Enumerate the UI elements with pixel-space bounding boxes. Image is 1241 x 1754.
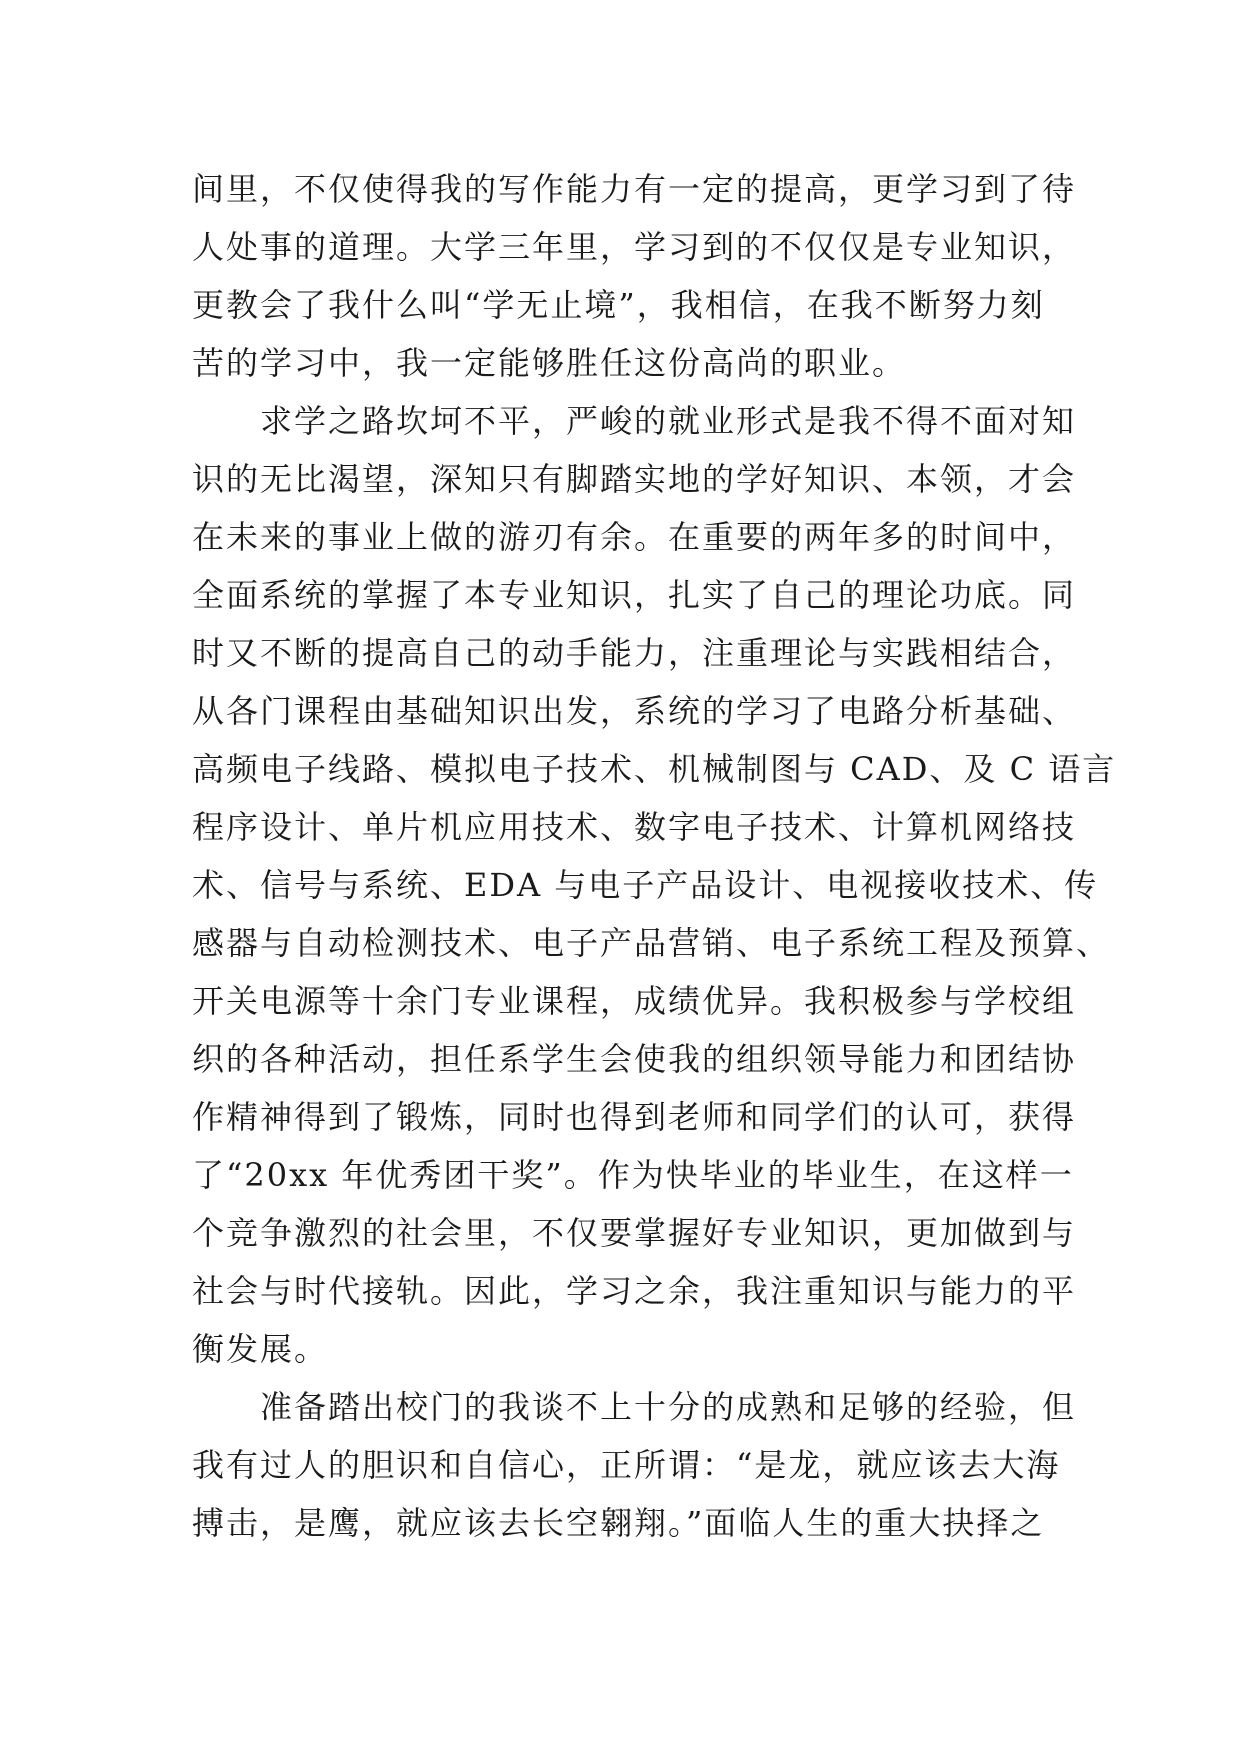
text-line: 感器与自动检测技术、电子产品营销、电子系统工程及预算、	[192, 924, 1111, 962]
text-line: 搏击，是鹰，就应该去长空翱翔。”面临人生的重大抉择之	[192, 1504, 1045, 1542]
body-text	[192, 160, 1117, 1552]
text-line: 了“20xx 年优秀团干奖”。作为快毕业的毕业生，在这样一	[192, 1156, 1074, 1194]
text-line: 程序设计、单片机应用技术、数字电子技术、计算机网络技	[192, 808, 1077, 846]
text-line: 术、信号与系统、EDA 与电子产品设计、电视接收技术、传	[192, 866, 1099, 904]
paragraph-2	[192, 392, 1117, 1378]
text-line: 开关电源等十余门专业课程，成绩优异。我积极参与学校组	[192, 982, 1077, 1020]
text-line: 衡发展。	[192, 1330, 329, 1368]
text-line: 苦的学习中，我一定能够胜任这份高尚的职业。	[192, 344, 907, 382]
text-line: 我有过人的胆识和自信心，正所谓：“是龙，就应该去大海	[192, 1446, 1061, 1484]
text-line: 时又不断的提高自己的动手能力，注重理论与实践相结合，	[192, 634, 1077, 672]
paragraph-3	[192, 1378, 1077, 1552]
text-line: 间里，不仅使得我的写作能力有一定的提高，更学习到了待	[192, 170, 1077, 208]
paragraph-1	[192, 160, 1077, 392]
text-line: 在未来的事业上做的游刃有余。在重要的两年多的时间中，	[192, 518, 1077, 556]
text-line: 求学之路坎坷不平，严峻的就业形式是我不得不面对知	[192, 402, 1077, 440]
text-line: 更教会了我什么叫“学无止境”，我相信，在我不断努力刻	[192, 286, 1045, 324]
text-line: 人处事的道理。大学三年里，学习到的不仅仅是专业知识，	[192, 228, 1077, 266]
text-line: 从各门课程由基础知识出发，系统的学习了电路分析基础、	[192, 692, 1077, 730]
text-line: 识的无比渴望，深知只有脚踏实地的学好知识、本领，才会	[192, 460, 1077, 498]
text-line: 全面系统的掌握了本专业知识，扎实了自己的理论功底。同	[192, 576, 1077, 614]
text-line: 个竞争激烈的社会里，不仅要掌握好专业知识，更加做到与	[192, 1214, 1077, 1252]
text-line: 作精神得到了锻炼，同时也得到老师和同学们的认可，获得	[192, 1098, 1077, 1136]
text-line: 社会与时代接轨。因此，学习之余，我注重知识与能力的平	[192, 1272, 1077, 1310]
text-line: 准备踏出校门的我谈不上十分的成熟和足够的经验，但	[192, 1388, 1077, 1426]
text-line: 织的各种活动，担任系学生会使我的组织领导能力和团结协	[192, 1040, 1077, 1078]
text-line: 高频电子线路、模拟电子技术、机械制图与 CAD、及 C 语言	[192, 750, 1117, 788]
